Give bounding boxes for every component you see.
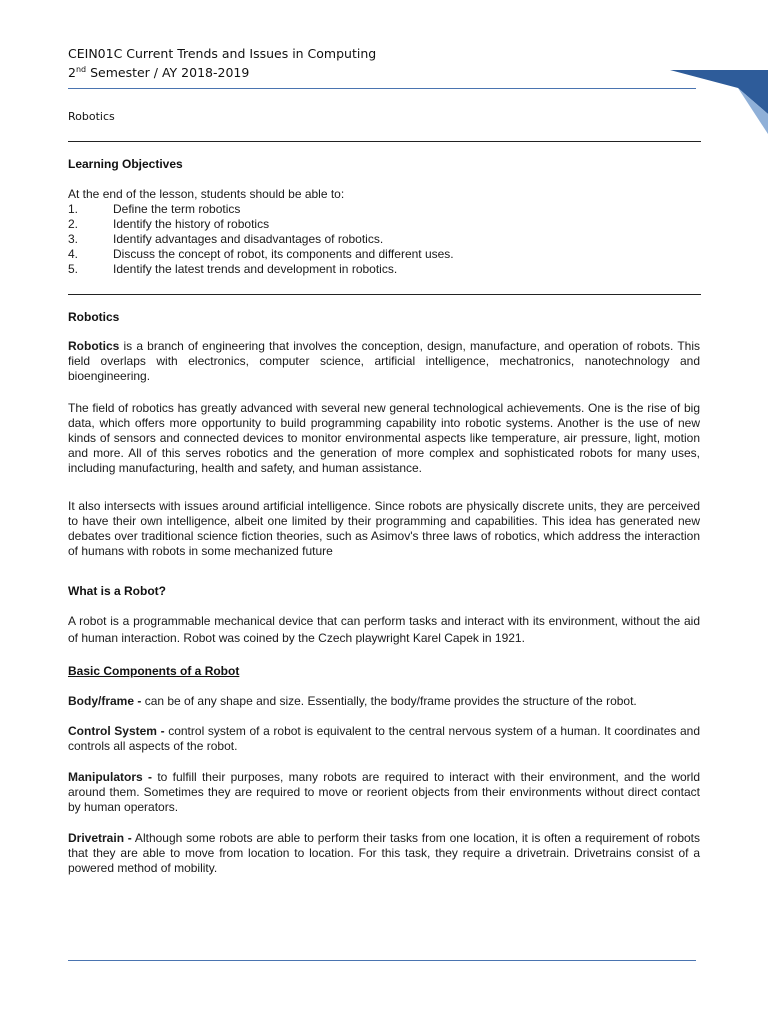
semester-ordinal: 2: [68, 65, 76, 81]
components-heading: Basic Components of a Robot: [68, 664, 240, 678]
component-manipulators: [68, 770, 700, 815]
component-description: control system of a robot is equivalent to the central nervous system of a human. It coordinates and controls all aspects of the robot.: [68, 724, 701, 753]
course-title: CEIN01C Current Trends and Issues in Computing: [68, 46, 377, 61]
divider: [68, 141, 701, 142]
list-item: [68, 262, 700, 277]
component-description: Although some robots are able to perform their tasks from one location, it is often a requirement of robots that they are able to move from location to location. For this task, they require a drivetrain. Drivetrains consist of a powered method of mobility.: [68, 831, 701, 875]
header-corner-decoration: [668, 68, 768, 134]
robot-heading: What is a Robot?: [68, 584, 166, 598]
component-term: Drivetrain -: [68, 831, 132, 845]
list-item: [68, 247, 700, 262]
list-number: 4.: [68, 247, 79, 261]
header-rule: [68, 88, 696, 89]
semester-text: Semester / AY 2018-2019: [86, 65, 250, 81]
robotics-term: Robotics: [68, 339, 120, 353]
list-text: Identify the history of robotics: [113, 217, 270, 231]
footer-rule: [68, 960, 696, 961]
robotics-paragraph-2: The field of robotics has greatly advanced with several new general technological achievements. One is the rise of big data, which offers more opportunity to build programming capability into robotic systems. Another is the use of new kinds of sensors and connected devices to monitor environmental aspects like temperature, air pressure, light, motion and more. All of this serves robotics and the generation of more complex and sophisticated robots for many uses, including manufacturing, health and safety, and human assistance.: [68, 401, 700, 475]
list-text: Identify the latest trends and development in robotics.: [113, 262, 398, 276]
objectives-list: [68, 202, 700, 277]
component-body-frame: [68, 694, 700, 709]
list-text: Identify advantages and disadvantages of robotics.: [113, 232, 384, 246]
robotics-definition: is a branch of engineering that involves the conception, design, manufacture, and operation of robots. This field overlaps with electronics, computer science, artificial intelligence, mechatronics, nanotechnology and bioengineering.: [68, 339, 700, 383]
list-item: [68, 232, 700, 247]
list-number: 5.: [68, 262, 79, 276]
component-description: can be of any shape and size. Essentially, the body/frame provides the structure of the robot.: [141, 694, 637, 708]
list-text: Discuss the concept of robot, its components and different uses.: [113, 247, 454, 261]
objectives-heading: Learning Objectives: [68, 157, 183, 171]
list-text: Define the term robotics: [113, 202, 241, 216]
robotics-paragraph-1: [68, 339, 700, 384]
robotics-heading: Robotics: [68, 310, 120, 324]
divider: [68, 294, 701, 295]
topic-label: Robotics: [68, 110, 115, 123]
list-number: 3.: [68, 232, 79, 246]
component-term: Manipulators -: [68, 770, 152, 784]
robotics-paragraph-3: It also intersects with issues around artificial intelligence. Since robots are physically discrete units, they are perceived to have their own intelligence, albeit one limited by their programming and capabilities. This idea has generated new debates over traditional science fiction theories, such as Asimov's three laws of robotics, which address the interaction of humans with robots in some mechanized future: [68, 499, 700, 558]
component-drivetrain: [68, 831, 700, 876]
objectives-intro: At the end of the lesson, students should be able to:: [68, 187, 345, 201]
list-number: 1.: [68, 202, 79, 216]
component-description: to fulfill their purposes, many robots are required to interact with their environment, and the world around them. Sometimes they are required to move or reorient objects from their environments without direct contact by human operators.: [68, 770, 700, 814]
list-number: 2.: [68, 217, 79, 231]
robot-definition: A robot is a programmable mechanical device that can perform tasks and interact with its environment, without the aid of human interaction. Robot was coined by the Czech playwright Karel Capek in 1921.: [68, 614, 700, 645]
component-term: Control System -: [68, 724, 165, 738]
list-item: [68, 217, 700, 232]
list-item: [68, 202, 700, 217]
component-term: Body/frame -: [68, 694, 142, 708]
semester-ordinal-suffix: nd: [75, 65, 87, 74]
semester-line: [68, 65, 249, 80]
component-control-system: [68, 724, 700, 754]
